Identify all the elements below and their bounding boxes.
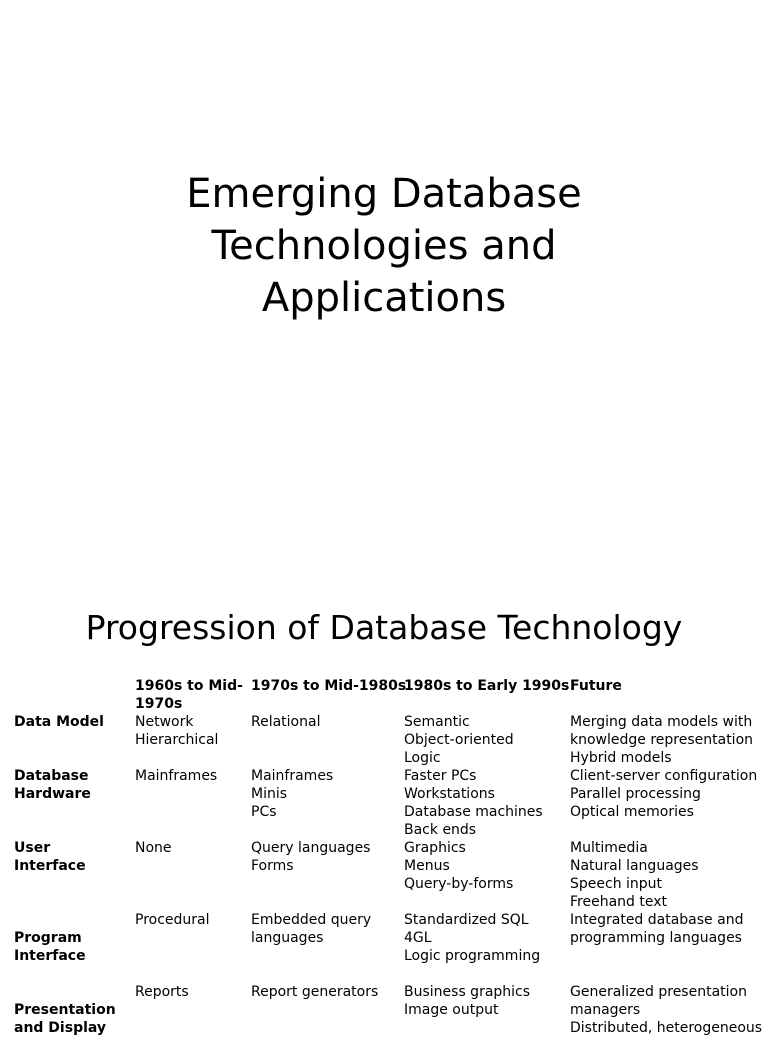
table-row bbox=[14, 983, 768, 1055]
table-row bbox=[14, 713, 768, 767]
table-cell bbox=[251, 839, 370, 875]
row-label-line: Data Model bbox=[14, 714, 104, 730]
row-label-line: Presentation bbox=[14, 1002, 116, 1018]
cell-line: Natural languages bbox=[570, 858, 699, 874]
cell-line: Procedural bbox=[135, 912, 210, 928]
table-title: Progression of Database Technology bbox=[85, 608, 683, 647]
cell-line: languages bbox=[251, 930, 324, 946]
cell-line: Distributed, heterogeneous bbox=[570, 1020, 763, 1036]
table-cell bbox=[570, 767, 757, 821]
row-label bbox=[14, 713, 104, 731]
cell-line: Hierarchical bbox=[135, 732, 219, 748]
cell-line: knowledge representation bbox=[570, 732, 754, 748]
cell-line: Mainframes bbox=[135, 768, 218, 784]
row-label-line bbox=[14, 911, 86, 929]
cell-line: Speech input bbox=[570, 876, 663, 892]
cell-line: PCs bbox=[251, 804, 277, 820]
column-header-line: Future bbox=[570, 678, 622, 694]
cell-line: Mainframes bbox=[251, 768, 334, 784]
cell-line: Embedded query bbox=[251, 912, 372, 928]
slide-title-line: Applications bbox=[261, 275, 507, 321]
table-row bbox=[14, 767, 768, 839]
table-cell bbox=[570, 713, 753, 767]
cell-line: Faster PCs bbox=[404, 768, 477, 784]
table-cell bbox=[570, 839, 699, 911]
cell-line: Forms bbox=[251, 858, 294, 874]
cell-line: Freehand text bbox=[570, 894, 668, 910]
table-cell bbox=[135, 713, 218, 749]
cell-line: Network bbox=[135, 714, 194, 730]
row-label-line: and Display bbox=[14, 1020, 107, 1036]
table-cell bbox=[404, 767, 543, 839]
slide-title-line: Emerging Database bbox=[186, 171, 582, 217]
cell-line: Generalized presentation bbox=[570, 984, 747, 1000]
cell-line: Logic bbox=[404, 750, 441, 766]
cell-line: Query-by-forms bbox=[404, 876, 514, 892]
cell-line: managers bbox=[570, 1002, 641, 1018]
cell-line: Optical memories bbox=[570, 804, 694, 820]
cell-line: Menus bbox=[404, 858, 450, 874]
table-cell bbox=[251, 983, 378, 1001]
table-cell bbox=[251, 911, 371, 947]
column-header-line: 1960s to Mid- bbox=[135, 678, 243, 694]
row-label-line: Interface bbox=[14, 858, 86, 874]
cell-line: Semantic bbox=[404, 714, 470, 730]
row-label-line: Program bbox=[14, 930, 82, 946]
column-header bbox=[404, 677, 569, 695]
cell-line: Reports bbox=[135, 984, 189, 1000]
cell-line: Image output bbox=[404, 1002, 499, 1018]
cell-line: Report generators bbox=[251, 984, 379, 1000]
row-label bbox=[14, 767, 91, 803]
cell-line: Database machines bbox=[404, 804, 543, 820]
table-cell bbox=[570, 983, 762, 1037]
cell-line: Minis bbox=[251, 786, 288, 802]
cell-line: Query languages bbox=[251, 840, 371, 856]
cell-line: Back ends bbox=[404, 822, 477, 838]
cell-line: Workstations bbox=[404, 786, 495, 802]
progression-table bbox=[14, 677, 768, 1055]
column-header bbox=[251, 677, 406, 695]
row-label-line: User bbox=[14, 840, 51, 856]
table-cell bbox=[135, 911, 210, 929]
table-cell bbox=[135, 767, 217, 785]
cell-line: Standardized SQL bbox=[404, 912, 529, 928]
slide-title-line: Technologies and bbox=[211, 223, 557, 269]
cell-line: None bbox=[135, 840, 172, 856]
column-header-line: 1980s to Early 1990s bbox=[404, 678, 570, 694]
cell-line: Multimedia bbox=[570, 840, 648, 856]
cell-line: Merging data models with bbox=[570, 714, 753, 730]
cell-line: Integrated database and bbox=[570, 912, 744, 928]
cell-line: Hybrid models bbox=[570, 750, 672, 766]
column-header-line: 1970s to Mid-1980s bbox=[251, 678, 407, 694]
row-label bbox=[14, 983, 116, 1037]
row-label-line: Database bbox=[14, 768, 89, 784]
table-row bbox=[14, 839, 768, 911]
cell-line: programming languages bbox=[570, 930, 742, 946]
slide-title bbox=[0, 168, 768, 324]
table-cell bbox=[404, 911, 540, 965]
table-cell bbox=[251, 767, 333, 821]
table-cell bbox=[251, 713, 320, 731]
row-label-line: Hardware bbox=[14, 786, 91, 802]
row-label-line bbox=[14, 983, 116, 1001]
table-cell bbox=[404, 983, 530, 1019]
table-cell bbox=[404, 839, 513, 893]
row-label bbox=[14, 839, 86, 875]
row-label bbox=[14, 911, 86, 965]
cell-line: Client-server configuration bbox=[570, 768, 758, 784]
table-cell bbox=[404, 713, 514, 767]
table-header-row bbox=[14, 677, 768, 713]
cell-line: Logic programming bbox=[404, 948, 541, 964]
table-row bbox=[14, 911, 768, 983]
cell-line: Object-oriented bbox=[404, 732, 514, 748]
table-cell bbox=[135, 983, 189, 1001]
cell-line: Parallel processing bbox=[570, 786, 701, 802]
cell-line: Business graphics bbox=[404, 984, 531, 1000]
table-cell bbox=[570, 911, 743, 947]
column-header bbox=[570, 677, 622, 695]
cell-line: 4GL bbox=[404, 930, 432, 946]
column-header-line: 1970s bbox=[135, 696, 183, 712]
row-label-line: Interface bbox=[14, 948, 86, 964]
cell-line: Relational bbox=[251, 714, 321, 730]
column-header bbox=[135, 677, 243, 713]
cell-line: Graphics bbox=[404, 840, 466, 856]
table-cell bbox=[135, 839, 172, 857]
